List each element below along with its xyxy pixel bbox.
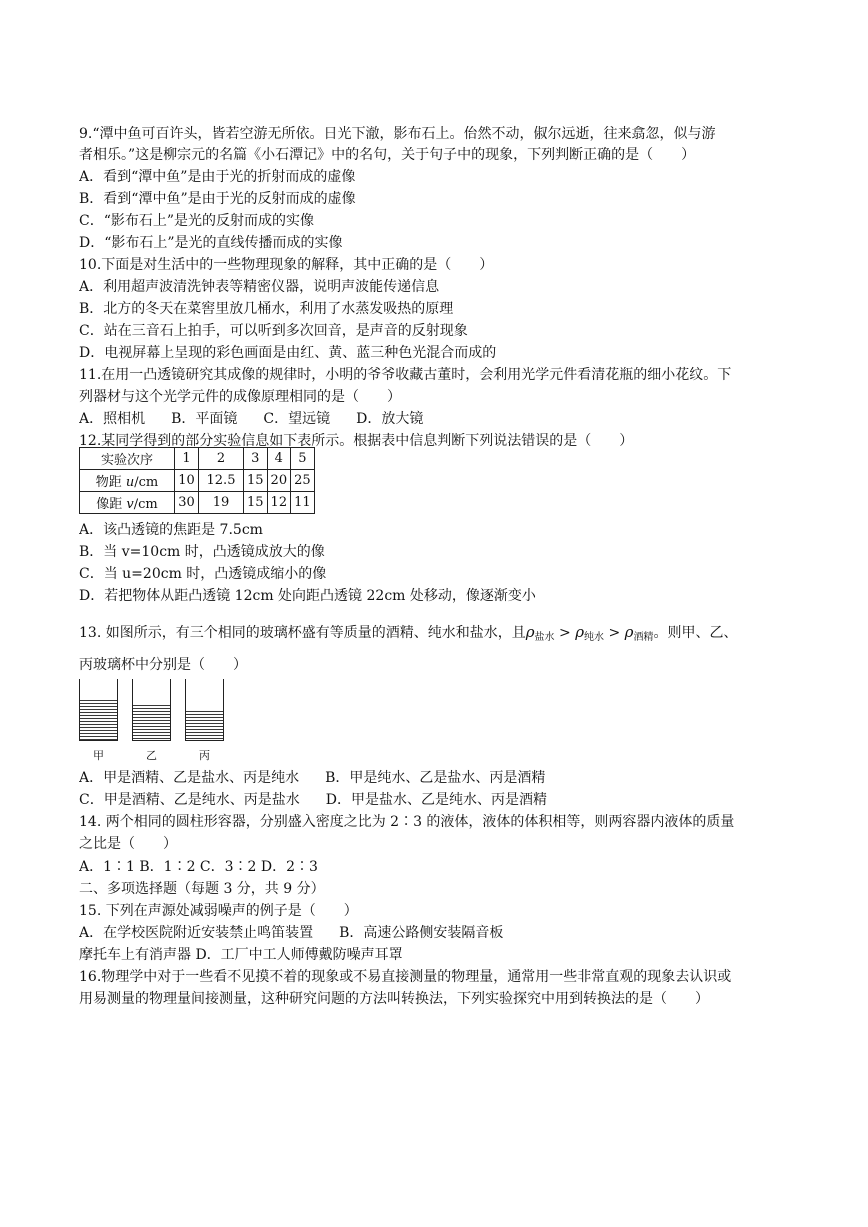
q14-stem-line2: 之比是（ ）	[79, 836, 177, 852]
q12-option-c: C．当 u=20cm 时，凸透镜成缩小的像	[79, 566, 327, 582]
q12-option-d: D．若把物体从距凸透镜 12cm 处向距凸透镜 22cm 处移动，像逐渐变小	[79, 588, 536, 604]
q11-option-b: B．平面镜	[171, 411, 238, 427]
q12-option-b: B．当 v=10cm 时，凸透镜成放大的像	[79, 544, 325, 560]
q15-options-ab	[79, 923, 799, 943]
liquid-fill	[80, 700, 117, 740]
q13-options-cd	[79, 790, 799, 810]
table-cell: 1	[175, 448, 199, 470]
table-cell: 15	[244, 470, 268, 492]
q15-option-b: B．高速公路侧安装隔音板	[339, 925, 504, 941]
q11-stem-line2: 列器材与这个光学元件的成像原理相同的是（ ）	[79, 389, 401, 405]
rho-symbol: ρ	[525, 623, 535, 641]
q10-option-d: D．电视屏幕上呈现的彩色画面是由红、黄、蓝三种色光混合而成的	[79, 345, 497, 361]
table-cell: 20	[267, 470, 291, 492]
q13-stem-line1: 13. 如图所示，有三个相同的玻璃杯盛有等质量的酒精、纯水和盐水，且$\rho_{盐水} > \rho_{纯水} > \rho_{酒精}$。则甲、乙、	[79, 623, 738, 643]
q11-options	[79, 409, 799, 429]
q14-stem-line1: 14. 两个相同的圆柱形容器，分别盛入密度之比为 2∶3 的液体，液体的体积相等，则两容器内液体的质量	[79, 814, 735, 830]
q10-option-a: A．利用超声波清洗钟表等精密仪器，说明声波能传递信息	[79, 279, 440, 295]
q9-stem-line1: 9.“潭中鱼可百许头，皆若空游无所依。日光下澈，影布石上。佁然不动，俶尔远逝，往来翕忽，似与游	[79, 126, 716, 142]
table-cell: 4	[267, 448, 291, 470]
q12-data-table	[79, 447, 315, 514]
q12-option-a: A．该凸透镜的焦距是 7.5cm	[79, 522, 263, 538]
q13-stem-line2: 丙玻璃杯中分别是（ ）	[79, 657, 247, 673]
liquid-fill	[186, 711, 223, 740]
q11-option-d: D．放大镜	[356, 411, 424, 427]
q13-option-b: B．甲是纯水、乙是盐水、丙是酒精	[325, 770, 546, 786]
glass-yi	[132, 679, 171, 741]
table-row-trials	[80, 448, 315, 470]
table-header-trial: 实验次序	[80, 448, 175, 470]
q9-option-c: C．“影布石上”是光的反射而成的实像	[79, 213, 315, 229]
table-cell: 12	[267, 492, 291, 514]
q15-options-cd: 摩托车上有消声器 D．工厂中工人师傅戴防噪声耳罩	[79, 947, 403, 963]
q9-stem-line2: 者相乐。”这是柳宗元的名篇《小石潭记》中的名句，关于句子中的现象，下列判断正确的是（ ）	[79, 147, 696, 163]
table-cell: 3	[244, 448, 268, 470]
table-header-image-distance: 像距 v/cm	[80, 492, 175, 514]
table-cell: 30	[175, 492, 199, 514]
q12-stem: 12.某同学得到的部分实验信息如下表所示。根据表中信息判断下列说法错误的是（ ）	[79, 433, 634, 449]
q15-option-a: A．在学校医院附近安装禁止鸣笛装置	[79, 925, 314, 941]
q9-option-a: A．看到“潭中鱼”是由于光的折射而成的虚像	[79, 169, 356, 185]
q13-option-d: D．甲是盐水、乙是纯水、丙是酒精	[325, 792, 547, 808]
glass-label-jia: 甲	[93, 749, 104, 762]
glass-bing	[185, 679, 224, 741]
q10-stem: 10.下面是对生活中的一些物理现象的解释，其中正确的是（ ）	[79, 257, 494, 273]
q10-option-c: C．站在三音石上拍手，可以听到多次回音，是声音的反射现象	[79, 323, 468, 339]
table-cell: 19	[199, 492, 244, 514]
glass-jia	[79, 679, 118, 741]
q11-option-c: C．望远镜	[263, 411, 331, 427]
table-row-object-distance	[80, 470, 315, 492]
table-cell: 10	[175, 470, 199, 492]
table-cell: 5	[291, 448, 315, 470]
q13-glasses-figure	[79, 679, 239, 763]
q11-option-a: A．照相机	[79, 411, 146, 427]
table-row-image-distance	[80, 492, 315, 514]
liquid-fill	[133, 705, 170, 740]
table-cell: 12.5	[199, 470, 244, 492]
rho-symbol: ρ	[575, 623, 585, 641]
rho-symbol: ρ	[624, 623, 634, 641]
q14-options: A．1∶1 B．1∶2 C．3∶2 D．2∶3	[79, 859, 318, 875]
table-cell: 25	[291, 470, 315, 492]
table-cell: 11	[291, 492, 315, 514]
glass-label-yi: 乙	[146, 749, 157, 762]
section-heading-multiple-choice: 二、多项选择题（每题 3 分，共 9 分）	[79, 881, 325, 897]
table-cell: 15	[244, 492, 268, 514]
q16-stem-line1: 16.物理学中对于一些看不见摸不着的现象或不易直接测量的物理量，通常用一些非常直观的现象去认识或	[79, 969, 732, 985]
q9-option-d: D．“影布石上”是光的直线传播而成的实像	[79, 235, 343, 251]
table-cell: 2	[199, 448, 244, 470]
q13-option-c: C．甲是酒精、乙是纯水、丙是盐水	[79, 792, 300, 808]
q10-option-b: B．北方的冬天在菜窖里放几桶水，利用了水蒸发吸热的原理	[79, 301, 454, 317]
q11-stem-line1: 11.在用一凸透镜研究其成像的规律时，小明的爷爷收藏古董时，会利用光学元件看清花瓶的细小花纹。下	[79, 367, 732, 383]
q13-option-a: A．甲是酒精、乙是盐水、丙是纯水	[79, 770, 300, 786]
table-header-object-distance: 物距 u/cm	[80, 470, 175, 492]
glass-label-bing: 丙	[199, 749, 210, 762]
q16-stem-line2: 用易测量的物理量间接测量，这种研究问题的方法叫转换法，下列实验探究中用到转换法的是（ ）	[79, 991, 709, 1007]
q15-stem: 15. 下列在声源处减弱噪声的例子是（ ）	[79, 903, 358, 919]
q13-options-ab	[79, 768, 799, 788]
q9-option-b: B．看到“潭中鱼”是由于光的反射而成的虚像	[79, 191, 356, 207]
